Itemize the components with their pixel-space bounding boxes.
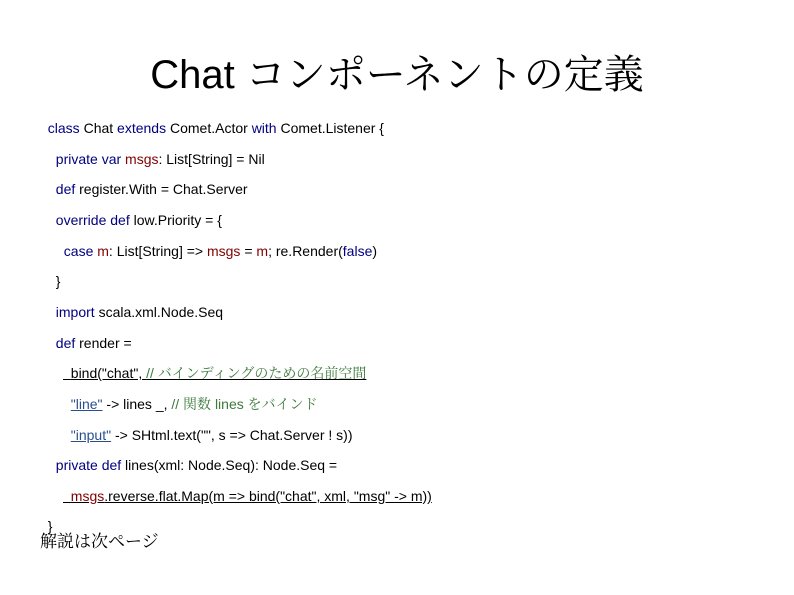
comment-bind-lines: // 関数 lines をバインド [171, 396, 318, 412]
render-sig: render = [75, 335, 132, 351]
string-input: "input" [70, 427, 112, 443]
var-msgs: msgs [121, 151, 159, 167]
code-line-flatmap [63, 469, 432, 505]
keyword-private-var: private var [55, 151, 122, 167]
parent-class: Comet.Actor [166, 120, 252, 136]
lines-sig: lines(xml: Node.Seq): Node.Seq = [121, 457, 338, 473]
bind-call: bind("chat", [70, 365, 147, 381]
brace: } [55, 273, 61, 289]
keyword-case: case [63, 243, 94, 259]
brace: } [47, 518, 53, 534]
case-type: : List[String] => [108, 243, 207, 259]
input-binding: -> SHtml.text("", s => Chat.Server ! s)) [111, 427, 353, 443]
low-priority-body: low.Priority = { [129, 212, 222, 228]
register-body: register.With = Chat.Server [75, 181, 248, 197]
trait-name: Comet.Listener { [276, 120, 384, 136]
keyword-class: class [47, 120, 80, 136]
line-binding: -> lines _, [102, 396, 172, 412]
code-line-case [56, 224, 377, 260]
keyword-def-render: def [55, 335, 76, 351]
class-name: Chat [79, 120, 118, 136]
flatmap-body: .reverse.flat.Map(m => bind("chat", xml, "msg" -> m)) [104, 488, 432, 504]
keyword-extends: extends [117, 120, 167, 136]
footer-note: 解説は次ページ [40, 532, 159, 551]
var-msgs-ref: msgs [206, 243, 241, 259]
msgs-type: : List[String] = Nil [158, 151, 265, 167]
keyword-def: def [55, 181, 76, 197]
var-m: m [93, 243, 109, 259]
assign-op: = [240, 243, 257, 259]
import-path: scala.xml.Node.Seq [94, 304, 224, 320]
keyword-import: import [55, 304, 95, 320]
var-msgs-flatmap: msgs [70, 488, 105, 504]
string-line: "line" [70, 396, 103, 412]
keyword-with: with [251, 120, 277, 136]
comment-namespace: // バインディングのための名前空間 [146, 365, 367, 381]
keyword-override-def: override def [55, 212, 130, 228]
keyword-private-def: private def [55, 457, 122, 473]
keyword-false: false [342, 243, 373, 259]
slide-title: Chat コンポーネントの定義 [150, 53, 644, 97]
rerender-call: ; re.Render( [268, 243, 343, 259]
close-paren: ) [372, 243, 378, 259]
var-m-ref: m [256, 243, 269, 259]
